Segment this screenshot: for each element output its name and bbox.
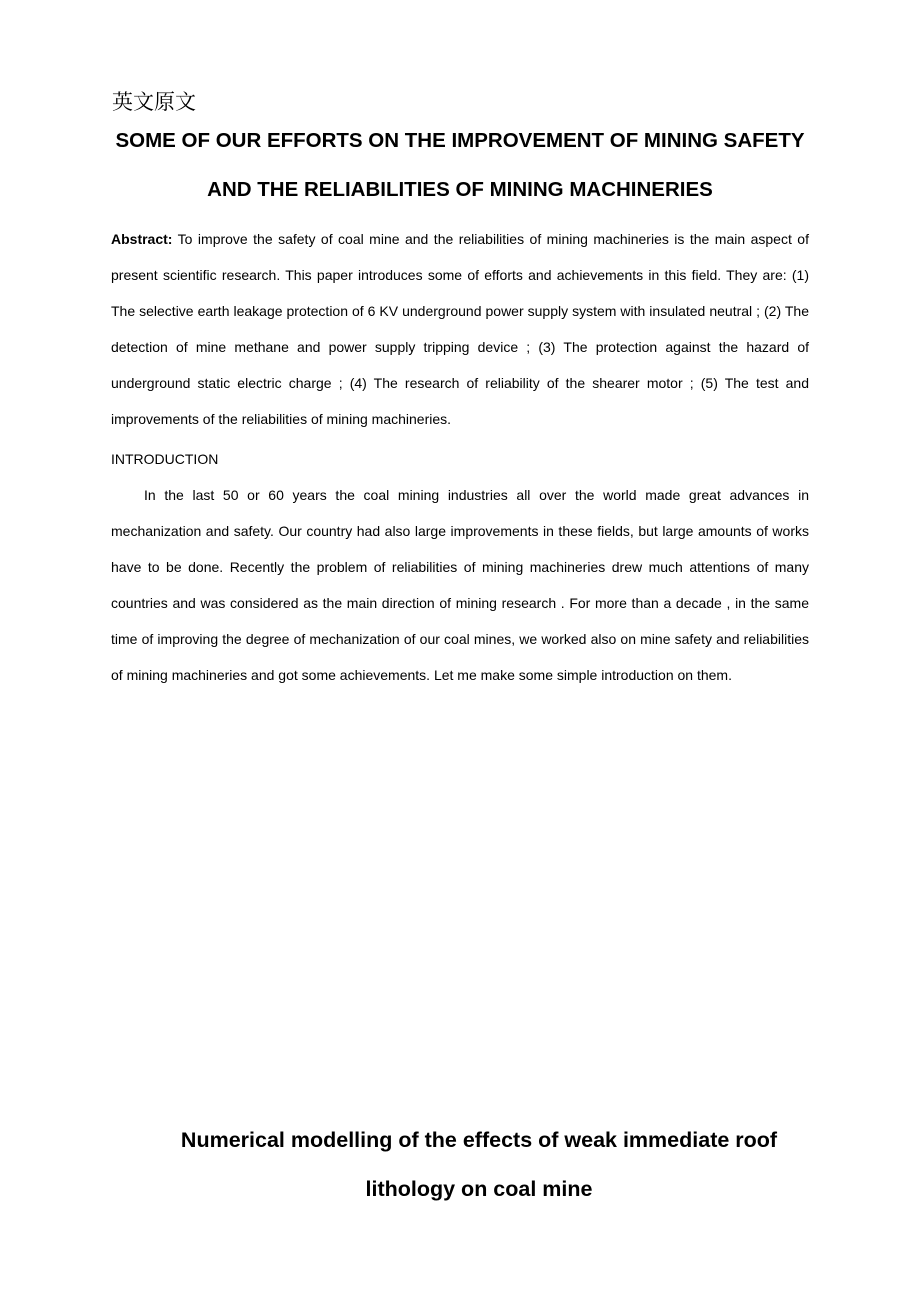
second-paper-title: Numerical modelling of the effects of weak immediate roof lithology on coal mine — [180, 1128, 778, 1201]
abstract-text: To improve the safety of coal mine and the reliabilities of mining machineries is the main aspect of present scientific research. This paper introduces some of efforts and achievements in this field. They are: (1) The selective earth leakage protection of 6 KV underground power supply system with insulated neutral ; (2) The detection of mine methane and power supply tripping device ; (3) The protection against the hazard of underground static electric charge ; (4) The research of reliability of the shearer motor ; (5) The test and improvements of the reliabilities of mining machineries. — [111, 231, 809, 427]
abstract-label: Abstract: — [111, 231, 173, 247]
introduction-heading: INTRODUCTION — [111, 451, 219, 467]
abstract-paragraph — [111, 221, 809, 437]
introduction-paragraph: In the last 50 or 60 years the coal mining industries all over the world made great advances in mechanization and safety. Our country had also large improvements in these fields, but large amounts of works have to be done. Recently the problem of reliabilities of mining machineries drew much attentions of many countries and was considered as the main direction of mining research . For more than a decade , in the same time of improving the degree of mechanization of our coal mines, we worked also on mine safety and reliabilities of mining machineries and got some achievements. Let me make some simple introduction on them. — [111, 487, 809, 683]
paper-title: SOME OF OUR EFFORTS ON THE IMPROVEMENT OF MINING SAFETY AND THE RELIABILITIES OF MINING MACHINERIES — [115, 129, 805, 201]
section-label: 英文原文 — [112, 90, 196, 114]
